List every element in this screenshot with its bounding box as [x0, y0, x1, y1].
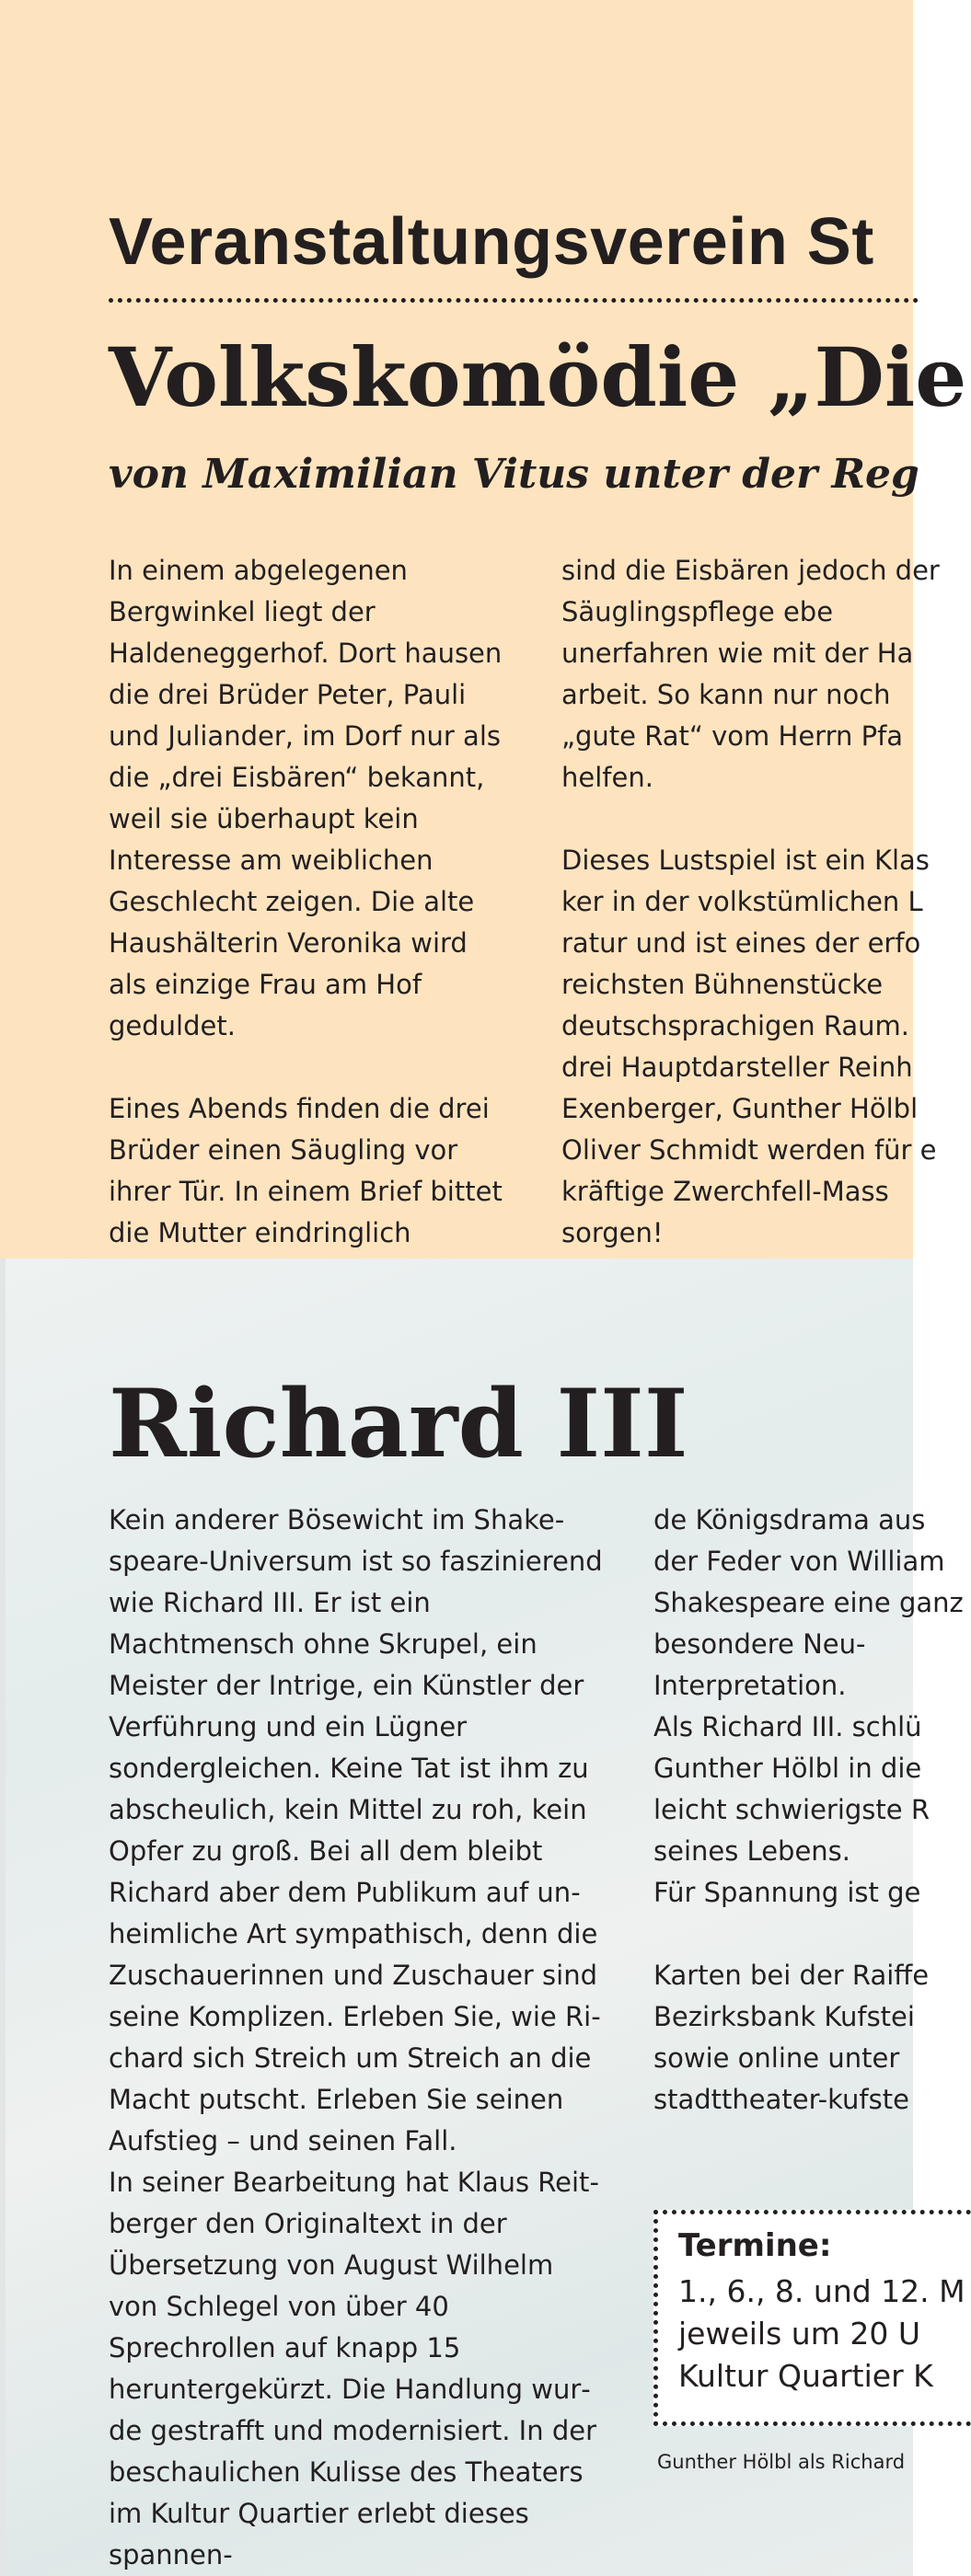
paragraph: Kein anderer Bösewicht im Shakespeare-Universum ist so faszinierend wie Richard III. Er ist ein Machtmensch ohne Skrupel, ein Meister der Intrige, ein Künstler der Verführung und ein Lügner sondergleichen. Keine Tat ist ihm zu abscheulich, kein Mittel zu roh, kein Opfer zu groß. Bei all dem bleibt Richard aber dem Publikum auf unheimliche Art sympathisch, denn die Zuschauerinnen und Zuschauer sind seine Komplizen. Erleben Sie, wie Richard sich Streich um Streich an die Macht putscht. Erleben Sie seinen Aufstieg – und seinen Fall. [109, 1504, 603, 2156]
paragraph: In seiner Bearbeitung hat Klaus Reitberger den Originaltext in der Übersetzung von August Wilhelm von Schlegel von über 40 Sprechrollen auf knapp 15 heruntergekürzt. Die Handlung wurde gestrafft und modernisiert. In der beschaulichen Kulisse des Theaters im Kultur Quartier erlebt dieses spannen- [109, 2167, 599, 2570]
paragraph: Als Richard III. schlü Gunther Hölbl in die leicht schwierigste R seines Lebens. [653, 1711, 930, 1867]
dates-line: 1., 6., 8. und 12. M [678, 2273, 965, 2309]
paragraph: Karten bei der Raiffe Bezirksbank Kufstei sowie online unter stadttheater-kufste [653, 1960, 930, 2115]
text-column-right [561, 550, 948, 1254]
text-column-left [109, 550, 510, 1337]
dotted-divider [109, 298, 919, 303]
event-title: Volkskomödie „Die [109, 329, 967, 425]
paragraph: sind die Eisbären jedoch der Säuglingspflege ebe unerfahren wie mit der Ha arbeit. So kann nur noch „gute Rat“ vom Herrn Pfa helfen. [561, 555, 940, 793]
paragraph: Eines Abends finden die drei Brüder einen Säugling vor ihrer Tür. In einem Brief bittet die Mutter eindringlich [109, 1093, 503, 1248]
event-section-richard-iii [0, 1259, 965, 2576]
dates-box [653, 2210, 971, 2426]
event-title: Richard III [109, 1369, 688, 1479]
text-column-left [109, 1500, 604, 2576]
paragraph: Für Spannung ist ge [653, 1877, 921, 1908]
event-section-volkskomoedie [0, 0, 967, 1259]
paragraph: In einem abgelegenen Bergwinkel liegt der Haldeneggerhof. Dort hausen die drei Brüder Peter, Pauli und Juliander, im Dorf nur als die „drei Eisbären“ bekannt, weil sie überhaupt kein Interesse am weiblichen Geschlecht zeigen. Die alte Haushälterin Veronika wird als einzige Frau am Hof geduldet. [109, 555, 503, 1041]
text-column-right [653, 1500, 966, 2121]
dates-line: Kultur Quartier K [678, 2358, 933, 2394]
organizer-heading: Veranstaltungsverein St [109, 205, 874, 279]
event-subtitle: von Maximilian Vitus unter der Reg [109, 451, 919, 498]
paragraph: Dieses Lustspiel ist ein Klas ker in der volkstümlichen L ratur und ist eines der erfo reichsten Bühnenstücke deutschsprachigen Raum. drei Hauptdarsteller Reinh Exenberger, Gunther Hölbl Oliver Schmidt werden für e kräftige Zwerchfell-Mass sorgen! [561, 845, 937, 1248]
dates-heading: Termine: [678, 2227, 832, 2264]
paragraph: de Königsdrama aus der Feder von William Shakespeare eine ganz besondere Neu-Interpretation. [653, 1504, 964, 1701]
photo-caption: Gunther Hölbl als Richard [657, 2451, 906, 2473]
dates-line: jeweils um 20 U [678, 2316, 920, 2352]
